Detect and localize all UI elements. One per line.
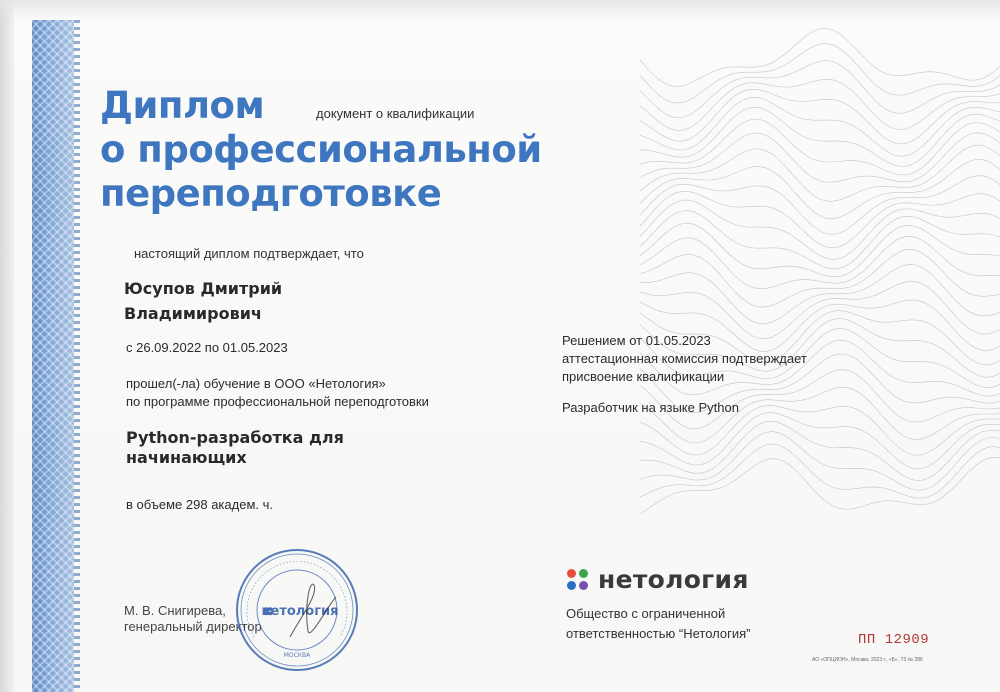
watermark-line: [640, 79, 1000, 130]
studied-text: [126, 375, 429, 411]
organization-name-line-2: ответственностью “Нетология”: [566, 626, 751, 641]
printer-note: АО «ОПЦИОН», Москва, 2023 г., «Б», Т3 № 286: [812, 657, 923, 663]
program-line-2: начинающих: [126, 448, 247, 467]
studied-line-2: по программе профессиональной переподготовки: [126, 394, 429, 409]
watermark-line: [640, 387, 1000, 443]
qualification-title: Разработчик на языке Python: [562, 400, 739, 415]
watermark-line: [640, 160, 1000, 219]
watermark-line: [640, 107, 1000, 166]
serial-number: ПП 12909: [858, 632, 930, 648]
netology-logo-text: нетология: [598, 565, 749, 594]
confirms-text: настоящий диплом подтверждает, что: [134, 246, 364, 261]
watermark-line: [640, 28, 1000, 86]
watermark-line: [640, 133, 1000, 182]
diploma-title: [100, 84, 542, 216]
watermark-line: [640, 176, 1000, 235]
studied-line-1: прошел(-ла) обучение в ООО «Нетология»: [126, 376, 386, 391]
watermark-line: [640, 44, 1000, 104]
watermark-line: [640, 97, 1000, 156]
netology-logo: [566, 565, 749, 594]
watermark-line: [640, 432, 1000, 491]
recipient-name-line-2: Владимирович: [124, 304, 262, 323]
official-seal: [232, 545, 362, 675]
watermark-line: [640, 413, 1000, 469]
top-shadow: [0, 0, 1000, 20]
seal-center-text: нетология: [261, 604, 339, 619]
watermark-line: [640, 421, 1000, 480]
signer-name: М. В. Снигирева,: [124, 603, 226, 618]
title-line-1: Диплом: [100, 84, 265, 127]
watermark-line: [640, 249, 1000, 307]
commission-decision: [562, 332, 807, 386]
watermark-line: [640, 61, 1000, 118]
watermark-line: [640, 119, 1000, 175]
signer-position: генеральный директор: [124, 619, 262, 634]
organization-name-line-1: Общество с ограниченной: [566, 606, 726, 621]
organization-name: [566, 604, 751, 644]
watermark-line: [640, 200, 1000, 259]
study-volume: в объеме 298 академ. ч.: [126, 497, 273, 512]
page-edge: [0, 0, 14, 692]
guilloche-watermark: [640, 20, 1000, 540]
decision-line-2: аттестационная комиссия подтверждает: [562, 351, 807, 366]
program-name: [126, 428, 344, 468]
decision-line-3: присвоение квалификации: [562, 369, 725, 384]
recipient-name-line-1: Юсупов Дмитрий: [124, 279, 283, 298]
title-line-2: о профессиональной: [100, 128, 542, 171]
watermark-line: [640, 264, 1000, 324]
watermark-line: [640, 191, 1000, 248]
study-period: с 26.09.2022 по 01.05.2023: [126, 340, 288, 355]
netology-logo-icon: [566, 568, 590, 592]
recipient-name: [124, 276, 282, 326]
title-line-3: переподготовке: [100, 172, 442, 215]
program-line-1: Python-разработка для: [126, 428, 344, 447]
document-type: документ о квалификации: [316, 106, 475, 121]
seal-city: МОСКВА: [283, 652, 311, 659]
decision-line-1: Решением от 01.05.2023: [562, 333, 711, 348]
guilloche-border: [32, 20, 74, 692]
